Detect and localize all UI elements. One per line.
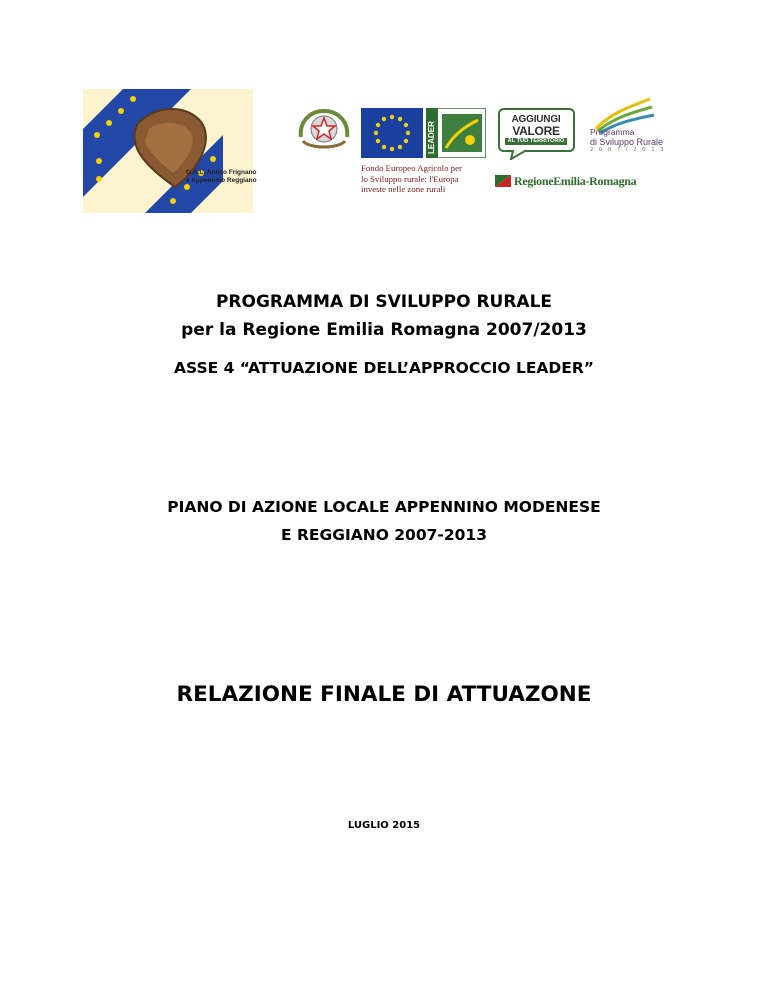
leader-label: LEADER bbox=[427, 121, 436, 154]
eu-flag-icon bbox=[361, 108, 423, 158]
program-title-line-1: PROGRAMMA DI SVILUPPO RURALE bbox=[215, 292, 553, 312]
report-date: LUGLIO 2015 bbox=[347, 820, 421, 831]
regione-flag-icon bbox=[495, 175, 511, 187]
fondo-europeo-caption: Fondo Europeo Agricolo per lo Sviluppo rurale: l'Europa investe nelle zone rurali bbox=[361, 163, 462, 194]
axis-heading: ASSE 4 “ATTUAZIONE DELL’APPROCCIO LEADER” bbox=[173, 359, 594, 377]
plan-heading-line-1: PIANO DI AZIONE LOCALE APPENNINO MODENESE bbox=[167, 498, 601, 516]
program-title-line-2: per la Regione Emilia Romagna 2007/2013 bbox=[181, 320, 587, 340]
italian-republic-emblem-icon bbox=[295, 105, 353, 155]
plan-heading-line-2: E REGGIANO 2007-2013 bbox=[281, 526, 487, 544]
gal-logo-icon bbox=[83, 89, 253, 213]
report-title: RELAZIONE FINALE DI ATTUAZONE bbox=[176, 682, 592, 707]
leader-logo-icon bbox=[426, 108, 486, 158]
aggiungi-valore-text: AGGIUNGI VALORE AL TUO TERRITORIO bbox=[505, 114, 567, 145]
regione-label: RegioneEmilia-Romagna bbox=[514, 173, 637, 188]
gal-caption: G.A.L. Antico Frignano e Appennino Reggiano bbox=[186, 169, 257, 184]
regione-emilia-romagna-logo bbox=[495, 172, 636, 190]
psr-text: Programma di Sviluppo Rurale 2 0 0 7 / 2 0 1 3 bbox=[590, 127, 666, 153]
